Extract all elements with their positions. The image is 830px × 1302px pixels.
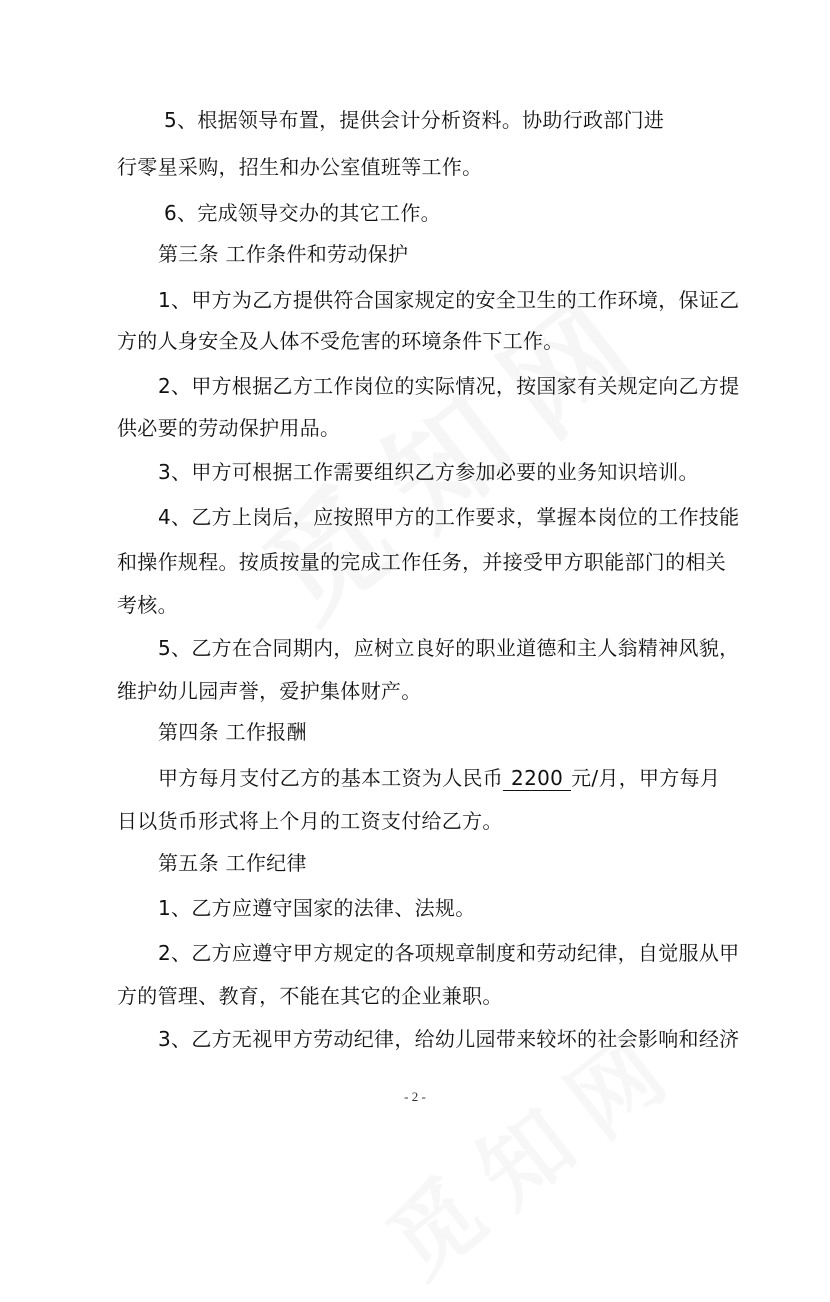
- a3-item-4-line-2: 和操作规程。按质按量的完成工作任务，并接受甲方职能部门的相关: [117, 550, 726, 574]
- article-5-heading: 第五条 工作纪律: [158, 851, 307, 875]
- a3-item-2-line-1: 2、甲方根据乙方工作岗位的实际情况，按国家有关规定向乙方提: [158, 374, 740, 398]
- salary-line-2: 日以货币形式将上个月的工资支付给乙方。: [117, 809, 503, 833]
- clause-5-line-2: 行零星采购，招生和办公室值班等工作。: [117, 155, 483, 179]
- salary-amount: 2200: [503, 766, 571, 791]
- clause-6: 6、完成领导交办的其它工作。: [164, 201, 441, 225]
- a5-item-2-line-2: 方的管理、教育，不能在其它的企业兼职。: [117, 984, 503, 1008]
- a3-item-4-line-1: 4、乙方上岗后，应按照甲方的工作要求，掌握本岗位的工作技能: [158, 505, 740, 529]
- a5-item-2-line-1: 2、乙方应遵守甲方规定的各项规章制度和劳动纪律，自觉服从甲: [158, 941, 740, 965]
- a3-item-1-line-1: 1、甲方为乙方提供符合国家规定的安全卫生的工作环境，保证乙: [158, 288, 740, 312]
- a3-item-4-line-3: 考核。: [117, 593, 178, 617]
- salary-text-post: 元/月，甲方每月: [571, 766, 721, 790]
- a3-item-3: 3、甲方可根据工作需要组织乙方参加必要的业务知识培训。: [158, 460, 699, 484]
- clause-5-line-1: 5、根据领导布置，提供会计分析资料。协助行政部门进: [164, 108, 665, 132]
- a5-item-1: 1、乙方应遵守国家的法律、法规。: [158, 896, 476, 920]
- salary-text-pre: 甲方每月支付乙方的基本工资为人民币: [158, 766, 504, 790]
- article-4-heading: 第四条 工作报酬: [158, 720, 307, 744]
- article-3-heading: 第三条 工作条件和劳动保护: [158, 242, 409, 266]
- a3-item-2-line-2: 供必要的劳动保护用品。: [117, 416, 341, 440]
- a3-item-5-line-2: 维护幼儿园声誉，爱护集体财产。: [117, 679, 422, 703]
- a3-item-5-line-1: 5、乙方在合同期内，应树立良好的职业道德和主人翁精神风貌，: [158, 636, 740, 660]
- a3-item-1-line-2: 方的人身安全及人体不受危害的环境条件下工作。: [117, 329, 564, 353]
- salary-line: [158, 764, 720, 792]
- a5-item-3-line-1: 3、乙方无视甲方劳动纪律，给幼儿园带来较坏的社会影响和经济: [158, 1027, 740, 1051]
- page-number: - 2 -: [404, 1089, 426, 1104]
